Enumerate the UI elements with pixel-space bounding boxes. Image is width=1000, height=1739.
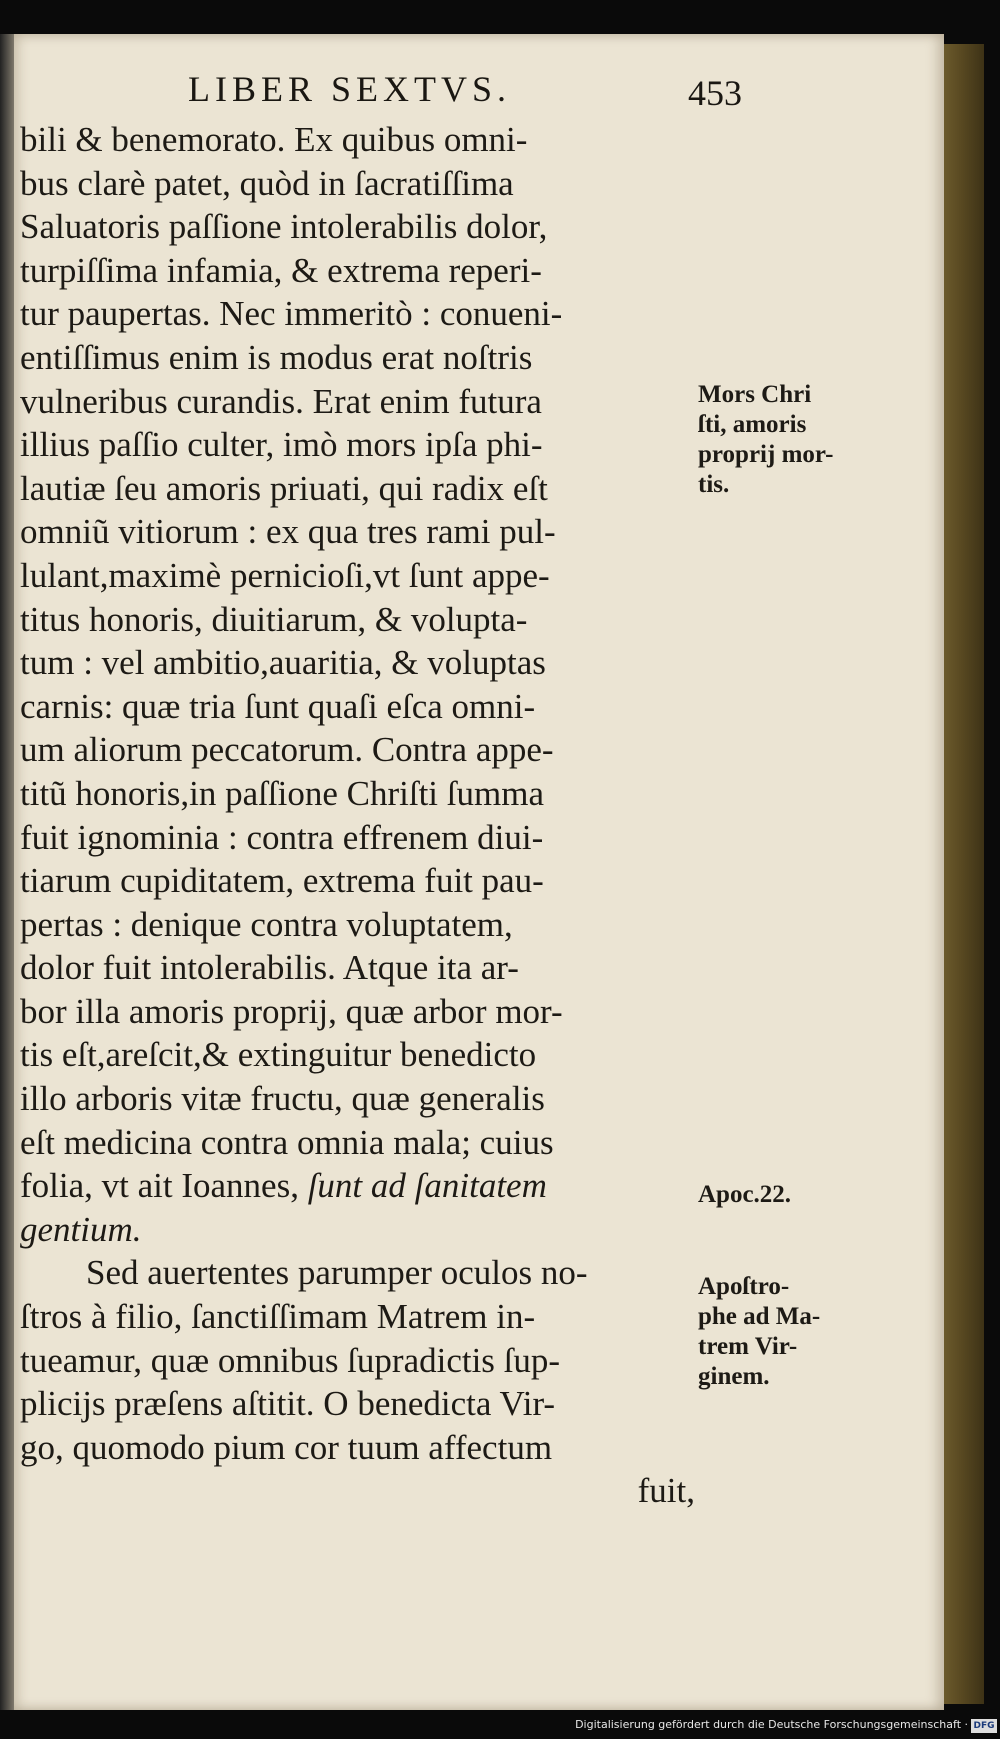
line-text: tis eſt,areſcit,& extinguitur benedicto [20, 1035, 537, 1075]
text-line [20, 423, 695, 467]
line-text: folia, vt ait Ioannes, [20, 1166, 308, 1206]
line-text: lulant,maximè pernicioſi,vt ſunt appe- [20, 555, 550, 595]
text-line [20, 1164, 695, 1208]
text-line [20, 380, 695, 424]
marginal-line: Mors Chri [698, 381, 812, 408]
line-text: bili & benemorato. Ex quibus omni- [20, 120, 528, 159]
text-line [20, 859, 695, 903]
text-line [20, 205, 695, 249]
page-header [0, 64, 1000, 114]
text-line [20, 946, 695, 990]
text-line [20, 292, 695, 336]
text-line [20, 162, 695, 206]
line-text: tueamur, quæ omnibus ſupradictis ſup- [20, 1340, 561, 1380]
text-line [20, 1469, 695, 1513]
line-text: illo arboris vitæ fructu, quæ generalis [20, 1079, 545, 1119]
text-line [20, 641, 695, 685]
text-line [20, 1077, 695, 1121]
text-line [20, 903, 695, 947]
line-text: ſtros à filio, ſanctiſſimam Matrem in- [20, 1297, 536, 1337]
marginal-note-mors-christi [698, 380, 878, 500]
line-text: tur paupertas. Nec immeritò : conueni- [20, 294, 563, 334]
funding-credit: Digitalisierung gefördert durch die Deutsche Forschungsgemeinschaft · [575, 1718, 968, 1731]
marginal-line: phe ad Ma- [698, 1303, 821, 1330]
text-line [20, 1121, 695, 1165]
line-text: carnis: quæ tria ſunt quaſi eſca omni- [20, 686, 536, 726]
line-text: um aliorum peccatorum. Contra appe- [20, 730, 554, 770]
text-line [20, 1208, 695, 1252]
text-line [20, 1251, 695, 1295]
line-text: eſt medicina contra omnia mala; cuius [20, 1122, 554, 1162]
marginal-line: tis. [698, 471, 730, 498]
line-text: titus honoris, diuitiarum, & volupta- [20, 599, 528, 639]
line-text: titũ honoris,in paſſione Chriſti ſumma [20, 773, 544, 813]
marginal-line: proprij mor- [698, 441, 834, 468]
text-line [20, 816, 695, 860]
text-line [20, 336, 695, 380]
italic-quotation: gentium. [20, 1209, 142, 1249]
marginal-line: trem Vir- [698, 1333, 798, 1360]
text-line [20, 118, 695, 162]
line-text: lautiæ ſeu amoris priuati, qui radix eſt [20, 468, 548, 508]
line-text: turpiſſima infamia, & extrema reperi- [20, 250, 542, 290]
line-text: go, quomodo pium cor tuum affectum [20, 1427, 553, 1467]
line-text: entiſſimus enim is modus erat noſtris [20, 337, 533, 377]
marginal-note-apoc [698, 1180, 878, 1210]
text-line [20, 772, 695, 816]
text-line [20, 598, 695, 642]
italic-quotation: ſunt ad ſanitatem [307, 1166, 547, 1206]
line-text: pertas : denique contra voluptatem, [20, 904, 513, 944]
text-line [20, 510, 695, 554]
line-text: plicijs præſens aſtitit. O benedicta Vir- [20, 1384, 556, 1424]
marginal-line: ginem. [698, 1363, 770, 1390]
line-text: tum : vel ambitio,auaritia, & voluptas [20, 643, 546, 683]
line-text: Saluatoris paſſione intolerabilis dolor, [20, 207, 548, 247]
dfg-logo: DFG [971, 1719, 997, 1733]
marginal-line: Apoſtro- [698, 1273, 790, 1300]
page-fore-edge [944, 44, 984, 1704]
text-line [20, 554, 695, 598]
marginal-note-apostrophe [698, 1272, 878, 1392]
line-text: tiarum cupiditatem, extrema fuit pau- [20, 861, 544, 901]
line-text: fuit ignominia : contra effrenem diui- [20, 817, 544, 857]
line-text: vulneribus curandis. Erat enim futura [20, 381, 542, 421]
page-number: 453 [688, 73, 742, 113]
text-line [20, 467, 695, 511]
text-line [20, 1426, 695, 1470]
text-line [20, 990, 695, 1034]
text-line [20, 685, 695, 729]
marginal-line: Apoc.22. [698, 1181, 792, 1208]
digitization-footer [0, 1718, 1000, 1739]
line-text: fuit, [637, 1471, 695, 1511]
line-text: bus clarè patet, quòd in ſacratiſſima [20, 163, 514, 203]
text-line [20, 249, 695, 293]
text-line [20, 1295, 695, 1339]
line-text: Sed auertentes parumper oculos no- [86, 1253, 588, 1293]
line-text: omniũ vitiorum : ex qua tres rami pul- [20, 512, 556, 552]
running-head: LIBER SEXTVS. [188, 69, 512, 109]
line-text: illius paſſio culter, imò mors ipſa phi- [20, 425, 543, 465]
text-line [20, 1382, 695, 1426]
text-line [20, 1339, 695, 1383]
line-text: dolor fuit intolerabilis. Atque ita ar- [20, 948, 519, 988]
line-text: bor illa amoris proprij, quæ arbor mor- [20, 991, 563, 1031]
text-line [20, 1033, 695, 1077]
main-text-block [20, 118, 695, 1513]
marginal-line: ſti, amoris [698, 411, 807, 438]
text-line [20, 728, 695, 772]
